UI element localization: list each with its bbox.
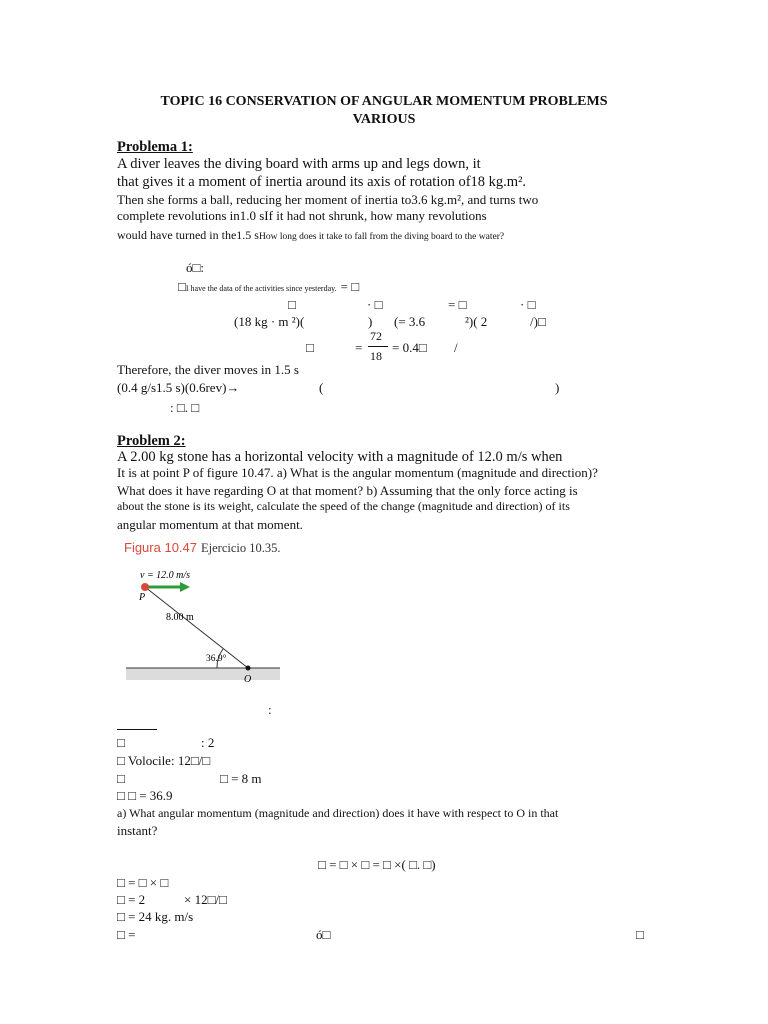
problem1-text-line [117, 226, 504, 244]
solution-term: × 12□/□ [184, 892, 227, 907]
figure-diagram [120, 560, 290, 690]
cross-product-equation: □ = □ × □ = □ ×( □. □) [318, 857, 436, 872]
placeholder-glyph: □ [178, 279, 186, 294]
page-title: TOPIC 16 CONSERVATION OF ANGULAR MOMENTUM PROBLEMS [160, 94, 608, 109]
equation-term: · □ [520, 297, 536, 312]
solution-line: □ = □ × □ [117, 875, 169, 890]
data-line [178, 278, 359, 296]
solution-term: □ [636, 927, 644, 942]
solution-label: ó□: [186, 260, 204, 275]
equation-term: /)□ [530, 314, 546, 329]
problem2-text-line: about the stone is its weight, calculate the speed of the change (magnitude and direction) of its [117, 499, 570, 513]
problem2-text-line: angular momentum at that moment. [117, 517, 303, 532]
data-note: I have the data of the activities since yesterday. [185, 284, 337, 293]
problem1-text-line: A diver leaves the diving board with arms up and legs down, it [117, 156, 481, 172]
equation-term: ) [555, 380, 560, 395]
data-line: □ □ = 36.9 [117, 788, 173, 803]
equation-term: = [355, 340, 363, 355]
underline-rule [117, 729, 157, 730]
equation-term: ²)( 2 [465, 314, 488, 329]
equation-term: (0.4 g/s1.5 s)(0.6rev)→ [117, 380, 240, 395]
fraction-denominator: 18 [370, 349, 382, 363]
equation-term: ( [319, 380, 324, 395]
problem1-heading: Problema 1: [117, 139, 193, 155]
problem2-text-line: A 2.00 kg stone has a horizontal velocity with a magnitude of 12.0 m/s when [117, 449, 563, 465]
colon-mark: : [268, 702, 272, 717]
data-line: □ Volocile: 12□/□ [117, 753, 211, 768]
data-term: □ [117, 771, 125, 786]
data-term: : 2 [201, 735, 215, 750]
problem1-text-line: Then she forms a ball, reducing her moment of inertia to3.6 kg.m², and turns two [117, 192, 539, 207]
solution-term: ó□ [316, 927, 331, 942]
problem1-question-part: would have turned in the1.5 s [117, 228, 259, 242]
equation-term: □ [306, 340, 314, 355]
question-a-line: instant? [117, 823, 158, 838]
equation-term: □ [288, 297, 296, 312]
point-p-label: P [139, 592, 146, 603]
equation-term: ) [368, 314, 373, 329]
problem2-text-line: What does it have regarding O at that moment? b) Assuming that the only force acting is [117, 483, 578, 498]
figure-caption [124, 539, 281, 557]
angle-label: 36.9° [206, 654, 227, 664]
fraction-bar [368, 346, 388, 347]
velocity-arrowhead [180, 582, 190, 592]
ground-surface [126, 668, 280, 680]
problem1-text-line: that gives it a moment of inertia around its axis of rotation of18 kg.m². [117, 174, 527, 190]
figure-label: Figura 10.47 [124, 540, 197, 555]
solution-term: □ = [117, 927, 136, 942]
problem2-text-line: It is at point P of figure 10.47. a) What is the angular momentum (magnitude and direction)? [117, 465, 598, 480]
data-term: □ [117, 735, 125, 750]
equation-term: / [454, 340, 458, 355]
origin-point-o [246, 666, 251, 671]
solution-term: □ = 2 [117, 892, 146, 907]
problem1-question-part: How long does it take to fall from the diving board to the water? [258, 232, 505, 242]
question-a-line: a) What angular momentum (magnitude and direction) does it have with respect to O in that [117, 806, 559, 820]
velocity-label: v = 12.0 m/s [140, 570, 191, 581]
problem1-text-line: Therefore, the diver moves in 1.5 s [117, 362, 299, 377]
solution-line: □ = 24 kg. m/s [117, 909, 194, 924]
data-equation: = □ [340, 279, 360, 294]
stone-point-p [141, 583, 149, 591]
position-vector [145, 587, 248, 668]
figure-subtitle: Ejercicio 10.35. [201, 541, 281, 555]
point-o-label: O [244, 674, 252, 685]
equation-term: = □ [448, 297, 467, 312]
problem2-heading: Problem 2: [117, 433, 186, 449]
fraction-numerator: 72 [370, 329, 382, 343]
length-label: 8.00 m [166, 612, 194, 623]
problem1-text-line: complete revolutions in1.0 sIf it had not shrunk, how many revolutions [117, 208, 487, 223]
result-line: : □. □ [170, 400, 200, 415]
data-term: □ = 8 m [220, 771, 262, 786]
equation-term: (18 kg · m ²)( [234, 314, 305, 329]
page-title-continued: VARIOUS [352, 112, 416, 127]
equation-term: · □ [367, 297, 383, 312]
equation-term: = 0.4□ [392, 340, 427, 355]
equation-term: (= 3.6 [394, 314, 426, 329]
